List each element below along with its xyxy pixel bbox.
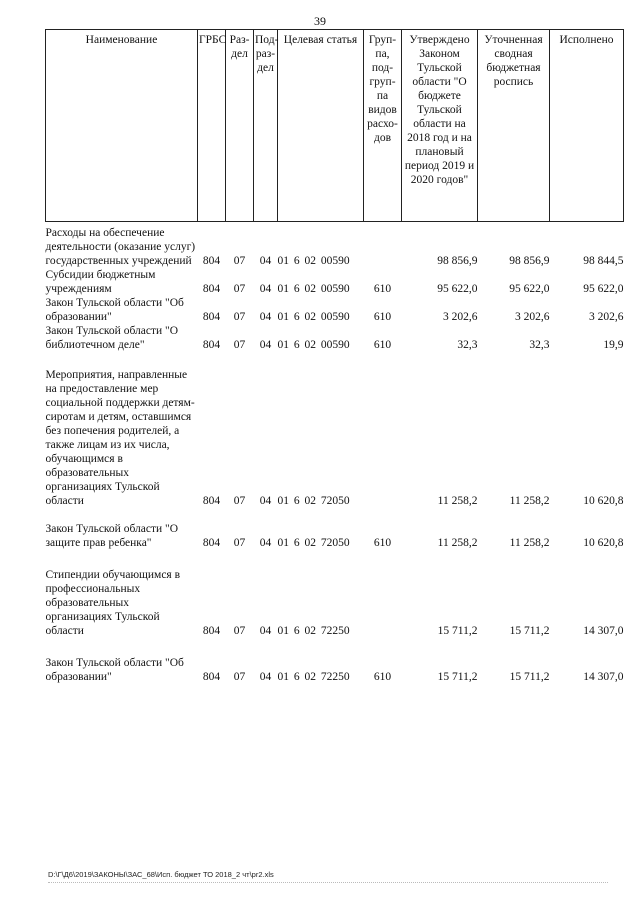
row-spacer	[46, 550, 624, 568]
row-name: Закон Тульской области "О защите прав ребенка"	[45, 523, 179, 549]
table-row	[46, 522, 624, 550]
table-row	[46, 324, 624, 352]
footer-rule	[48, 882, 608, 887]
table-row	[46, 268, 624, 296]
row-podrazdel: 04	[259, 311, 272, 323]
row-name: Мероприятия, направленные на предоставление мер социальной поддержки детям-сиротам и детям, оставшимся без попечения родителей, а также лицам из их числа, обучающимся в образовательных организациях Тульской области	[45, 369, 195, 507]
row-spacer	[46, 508, 624, 522]
row-podrazdel: 04	[259, 255, 272, 267]
row-razdel: 07	[233, 339, 246, 351]
row-revised: 11 258,2	[509, 495, 550, 507]
row-podrazdel: 04	[259, 339, 272, 351]
row-podrazdel: 04	[259, 283, 272, 295]
row-expense-group: 610	[373, 283, 392, 295]
row-executed: 3 202,6	[589, 311, 624, 323]
header-razdel: Раз-дел	[226, 30, 254, 222]
header-grbs: ГРБС	[198, 30, 226, 222]
file-path-footer: D:\Г\Д6\2019\ЗАКОНЫ\ЗАС_68\Исп. бюджет ТО 2018_2 чт\pr2.xls	[48, 870, 274, 879]
table-row	[46, 296, 624, 324]
row-approved: 95 622,0	[437, 283, 478, 295]
row-target-article: 01 6 02 00590	[277, 311, 350, 323]
row-revised: 11 258,2	[509, 537, 550, 549]
row-target-article: 01 6 02 00590	[277, 255, 350, 267]
row-podrazdel: 04	[259, 495, 272, 507]
row-expense-group: 610	[373, 311, 392, 323]
row-grbs: 804	[202, 625, 221, 637]
header-target-article: Целевая статья	[278, 30, 364, 222]
row-executed: 19,9	[603, 339, 624, 351]
row-expense-group: 610	[373, 671, 392, 683]
header-name: Наименование	[46, 30, 198, 222]
row-razdel: 07	[233, 495, 246, 507]
row-razdel: 07	[233, 625, 246, 637]
row-spacer	[46, 352, 624, 368]
row-executed: 98 844,5	[583, 255, 624, 267]
row-approved: 11 258,2	[437, 495, 478, 507]
row-approved: 98 856,9	[437, 255, 478, 267]
row-podrazdel: 04	[259, 671, 272, 683]
header-revised: Уточненная сводная бюджетная роспись	[478, 30, 550, 222]
row-razdel: 07	[233, 311, 246, 323]
header-executed: Исполнено	[550, 30, 624, 222]
row-name: Стипендии обучающимся в профессиональных образовательных организациях Тульской области	[45, 569, 181, 637]
row-grbs: 804	[202, 495, 221, 507]
row-executed: 10 620,8	[583, 537, 624, 549]
table-header-row	[46, 30, 624, 222]
row-executed: 14 307,0	[583, 671, 624, 683]
row-razdel: 07	[233, 537, 246, 549]
row-grbs: 804	[202, 671, 221, 683]
row-target-article: 01 6 02 00590	[277, 283, 350, 295]
row-revised: 3 202,6	[515, 311, 550, 323]
row-name: Закон Тульской области "О библиотечном деле"	[45, 325, 179, 351]
row-revised: 32,3	[529, 339, 550, 351]
row-name: Расходы на обеспечение деятельности (оказание услуг) государственных учреждений	[45, 227, 196, 267]
header-expense-group: Груп-па, под-груп-па видов расхо-дов	[364, 30, 402, 222]
row-approved: 32,3	[457, 339, 478, 351]
row-approved: 15 711,2	[437, 625, 478, 637]
row-executed: 14 307,0	[583, 625, 624, 637]
row-expense-group: 610	[373, 339, 392, 351]
budget-table	[45, 29, 624, 684]
row-target-article: 01 6 02 72250	[277, 671, 350, 683]
row-expense-group	[364, 368, 402, 508]
row-target-article: 01 6 02 72050	[277, 537, 350, 549]
row-executed: 10 620,8	[583, 495, 624, 507]
row-podrazdel: 04	[259, 537, 272, 549]
page-number: 39	[314, 14, 326, 28]
header-podrazdel: Под-раз-дел	[254, 30, 278, 222]
table-row	[46, 656, 624, 684]
row-grbs: 804	[202, 283, 221, 295]
table-row	[46, 368, 624, 508]
row-target-article: 01 6 02 00590	[277, 339, 350, 351]
row-expense-group: 610	[373, 537, 392, 549]
row-approved: 3 202,6	[443, 311, 478, 323]
row-approved: 15 711,2	[437, 671, 478, 683]
row-target-article: 01 6 02 72050	[277, 495, 350, 507]
row-spacer	[46, 638, 624, 656]
row-revised: 15 711,2	[509, 671, 550, 683]
row-executed: 95 622,0	[583, 283, 624, 295]
row-revised: 15 711,2	[509, 625, 550, 637]
row-grbs: 804	[202, 339, 221, 351]
row-razdel: 07	[233, 283, 246, 295]
table-row	[46, 222, 624, 269]
header-approved: Утверждено Законом Тульской области "О бюджете Тульской области на 2018 год и на плановый период 2019 и 2020 годов"	[402, 30, 478, 222]
row-approved: 11 258,2	[437, 537, 478, 549]
table-row	[46, 568, 624, 638]
row-name: Закон Тульской области "Об образовании"	[45, 297, 184, 323]
row-grbs: 804	[202, 311, 221, 323]
row-razdel: 07	[233, 255, 246, 267]
row-revised: 98 856,9	[509, 255, 550, 267]
row-revised: 95 622,0	[509, 283, 550, 295]
row-grbs: 804	[202, 537, 221, 549]
row-name: Субсидии бюджетным учреждениям	[45, 269, 156, 295]
row-expense-group	[364, 568, 402, 638]
row-expense-group	[364, 222, 402, 269]
row-grbs: 804	[202, 255, 221, 267]
row-target-article: 01 6 02 72250	[277, 625, 350, 637]
row-name: Закон Тульской области "Об образовании"	[45, 657, 184, 683]
row-podrazdel: 04	[259, 625, 272, 637]
row-razdel: 07	[233, 671, 246, 683]
